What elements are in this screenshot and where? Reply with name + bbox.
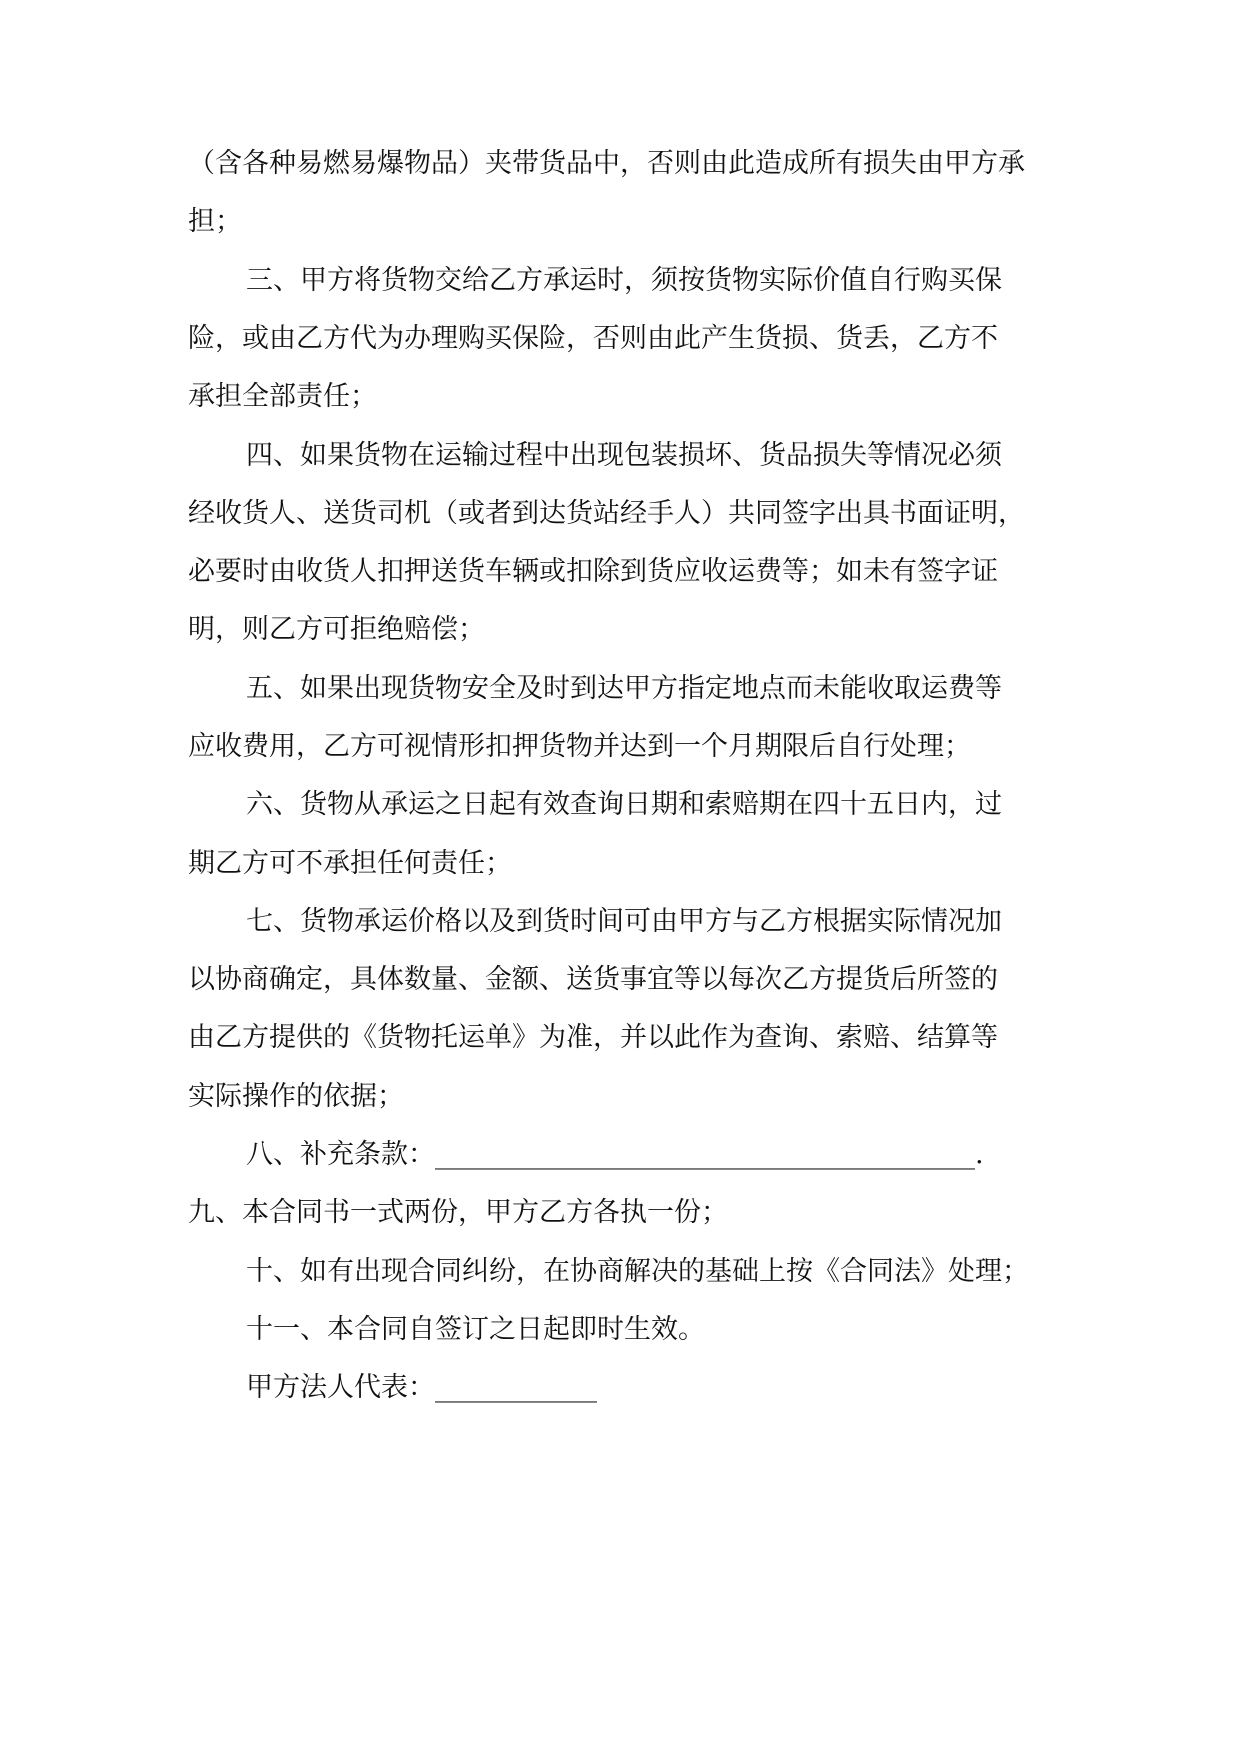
clause-8-supplementary: 八、补充条款：________________________________________. [246,1139,984,1170]
clause-7-line-1: 七、货物承运价格以及到货时间可由甲方与乙方根据实际情况加 [246,906,1002,937]
clause-3-line-2: 险，或由乙方代为办理购买保险，否则由此产生货损、货丢，乙方不 [188,323,998,354]
clause-7-line-4: 实际操作的依据； [188,1081,404,1112]
clause-6-line-1: 六、货物从承运之日起有效查询日期和索赔期在四十五日内，过 [246,789,1002,820]
clause-4-line-1: 四、如果货物在运输过程中出现包装损坏、货品损失等情况必须 [246,440,1002,471]
clause-5-line-1: 五、如果出现货物安全及时到达甲方指定地点而未能收取运费等 [246,673,1002,704]
clause-4-line-2: 经收货人、送货司机（或者到达货站经手人）共同签字出具书面证明， [188,498,1025,529]
clause-10: 十、如有出现合同纠纷，在协商解决的基础上按《合同法》处理； [246,1256,1029,1287]
clause-3-line-1: 三、甲方将货物交给乙方承运时，须按货物实际价值自行购买保 [246,265,1002,296]
clause-3-line-3: 承担全部责任； [188,381,377,412]
text-line-01: （含各种易燃易爆物品）夹带货品中，否则由此造成所有损失由甲方承 [188,148,1025,179]
party-a-representative: 甲方法人代表：____________ [246,1372,597,1403]
clause-7-line-2: 以协商确定，具体数量、金额、送货事宜等以每次乙方提货后所签的 [188,964,998,995]
clause-9: 九、本合同书一式两份，甲方乙方各执一份； [188,1197,728,1228]
clause-4-line-3: 必要时由收货人扣押送货车辆或扣除到货应收运费等；如未有签字证 [188,556,998,587]
clause-11: 十一、本合同自签订之日起即时生效。 [246,1314,705,1345]
text-line-02: 担； [188,206,242,237]
clause-4-line-4: 明，则乙方可拒绝赔偿； [188,614,485,645]
clause-7-line-3: 由乙方提供的《货物托运单》为准，并以此作为查询、索赔、结算等 [188,1022,998,1053]
clause-5-line-2: 应收费用，乙方可视情形扣押货物并达到一个月期限后自行处理； [188,731,971,762]
clause-6-line-2: 期乙方可不承担任何责任； [188,848,512,879]
